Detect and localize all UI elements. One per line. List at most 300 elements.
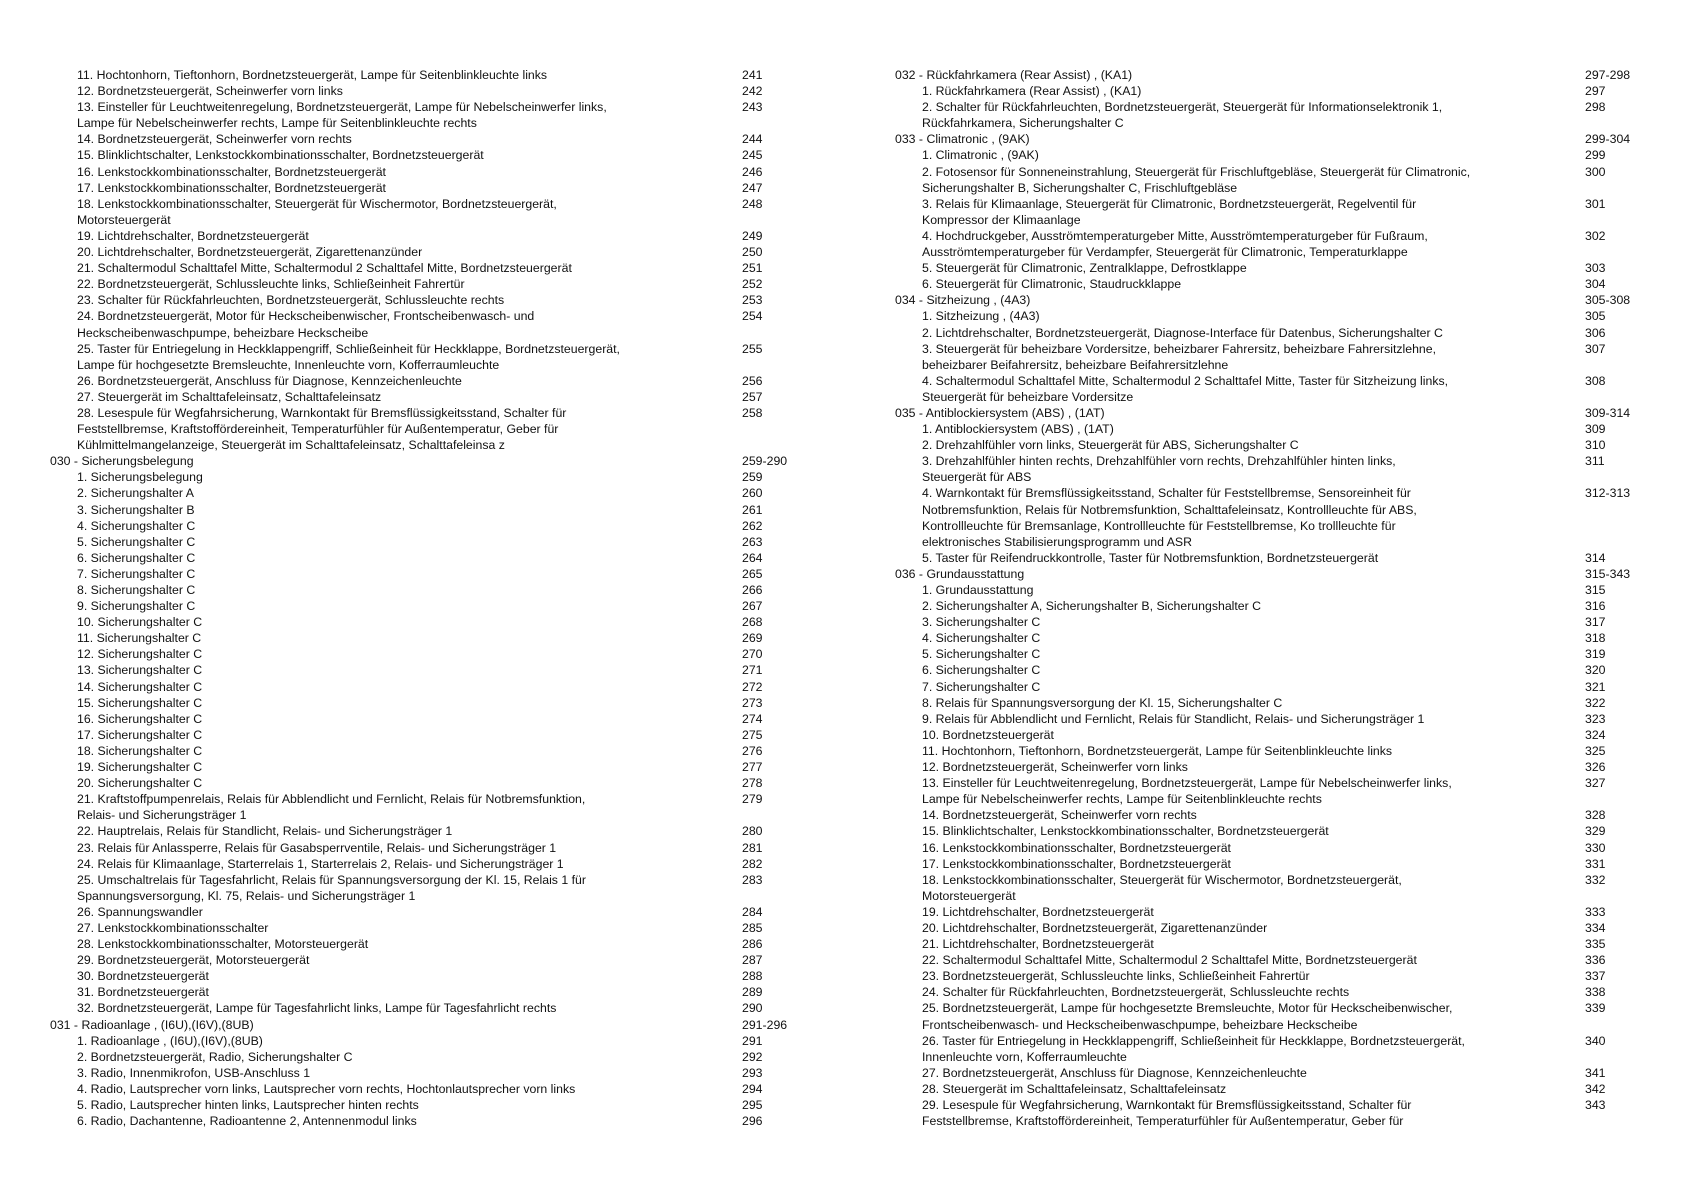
toc-entry-text: Relais- und Sicherungsträger 1 [77, 808, 247, 823]
toc-entry-text: 8. Relais für Spannungsversorgung der Kl. 15, Sicherungshalter C [922, 695, 1283, 710]
toc-entry [895, 1065, 1640, 1081]
toc-entry [50, 99, 800, 115]
toc-entry [50, 630, 800, 646]
toc-page-number: 259-290 [742, 454, 788, 469]
toc-entry-text: 5. Sicherungshalter C [77, 534, 196, 549]
toc-entry-text: 5. Taster für Reifendruckkontrolle, Taster für Notbremsfunktion, Bordnetzsteuergerät [922, 550, 1379, 565]
toc-entry-text: 5. Steuergerät für Climatronic, Zentralklappe, Defrostklappe [922, 261, 1247, 276]
toc-entry-text: 28. Lenkstockkombinationsschalter, Motorsteuergerät [77, 937, 369, 952]
toc-entry [50, 984, 800, 1000]
toc-entry-text: 5. Radio, Lautsprecher hinten links, Lautsprecher hinten rechts [77, 1098, 419, 1112]
toc-page-number: 305-308 [1585, 293, 1631, 308]
toc-entry-text: Motorsteuergerät [922, 888, 1016, 903]
toc-page-number: 278 [742, 776, 763, 791]
toc-entry [50, 711, 800, 727]
toc-entry [895, 695, 1640, 711]
toc-page-number: 338 [1585, 985, 1606, 1000]
toc-page-number: 314 [1585, 550, 1606, 565]
toc-page-number: 248 [742, 196, 763, 211]
toc-page-number: 291-296 [742, 1017, 788, 1032]
toc-page-number: 317 [1585, 615, 1606, 630]
toc-entry-text: 21. Lichtdrehschalter, Bordnetzsteuergerät [922, 937, 1154, 952]
toc-page-number: 267 [742, 599, 763, 614]
toc-entry-text: 13. Sicherungshalter C [77, 663, 203, 678]
toc-entry-text: Innenleuchte vorn, Kofferraumleuchte [922, 1049, 1127, 1064]
toc-page-number: 249 [742, 228, 763, 243]
toc-entry-text: Kühlmittelmangelanzeige, Steuergerät im Schalttafeleinsatz, Schalttafeleinsa z [77, 438, 505, 453]
toc-entry [895, 646, 1640, 662]
toc-entry-text: 030 - Sicherungsbelegung [50, 454, 194, 469]
toc-entry [895, 341, 1640, 357]
toc-entry [895, 936, 1640, 952]
toc-entry [50, 614, 800, 630]
toc-page-number: 282 [742, 856, 763, 871]
toc-entry [50, 791, 800, 807]
toc-entry [50, 421, 800, 437]
toc-page-number: 328 [1585, 808, 1606, 823]
toc-entry-text: 15. Blinklichtschalter, Lenkstockkombinationsschalter, Bordnetzsteuergerät [922, 824, 1329, 839]
toc-page-number: 337 [1585, 969, 1606, 984]
toc-entry [895, 147, 1640, 163]
toc-page-number: 258 [742, 405, 763, 420]
toc-entry [895, 518, 1640, 534]
toc-entry [895, 856, 1640, 872]
toc-entry [50, 1033, 800, 1049]
toc-entry [50, 840, 800, 856]
toc-page-number: 256 [742, 373, 763, 388]
toc-entry-text: 29. Lesespule für Wegfahrsicherung, Warnkontakt für Bremsflüssigkeitsstand, Schalter für [922, 1098, 1412, 1112]
toc-entry [895, 83, 1640, 99]
toc-entry-text: 4. Sicherungshalter C [922, 631, 1041, 646]
toc-page-number: 242 [742, 84, 763, 99]
toc-page-number: 259 [742, 470, 763, 485]
toc-page-number: 255 [742, 341, 763, 356]
toc-entry [895, 212, 1640, 228]
toc-entry [50, 598, 800, 614]
toc-entry [50, 1000, 800, 1016]
toc-page-number: 274 [742, 711, 763, 726]
toc-page-number: 276 [742, 743, 763, 758]
toc-page-number: 263 [742, 534, 763, 549]
toc-entry-text: 19. Sicherungshalter C [77, 760, 203, 775]
toc-entry [895, 807, 1640, 823]
toc-entry [50, 823, 800, 839]
toc-entry [895, 614, 1640, 630]
toc-page-number: 262 [742, 518, 763, 533]
toc-page-number: 304 [1585, 277, 1606, 292]
toc-page-number: 270 [742, 647, 763, 662]
toc-page-number: 297 [1585, 84, 1606, 99]
toc-entry [895, 196, 1640, 212]
toc-entry-text: 19. Lichtdrehschalter, Bordnetzsteuergerät [77, 228, 309, 243]
toc-entry [895, 759, 1640, 775]
toc-entry [895, 968, 1640, 984]
toc-page-number: 343 [1585, 1098, 1606, 1112]
toc-page-number: 334 [1585, 920, 1606, 935]
toc-entry [895, 872, 1640, 888]
toc-page-number: 296 [742, 1114, 763, 1129]
toc-entry-text: 19. Lichtdrehschalter, Bordnetzsteuergerät [922, 904, 1154, 919]
toc-entry [50, 1049, 800, 1065]
toc-section-heading [895, 405, 1640, 421]
toc-entry-text: 13. Einsteller für Leuchtweitenregelung, Bordnetzsteuergerät, Lampe für Nebelscheinwerfer links, [922, 776, 1452, 791]
toc-entry-text: 12. Bordnetzsteuergerät, Scheinwerfer vorn links [77, 84, 343, 99]
toc-entry-text: 7. Sicherungshalter C [922, 679, 1041, 694]
toc-page-number: 288 [742, 969, 763, 984]
toc-entry [895, 904, 1640, 920]
toc-left-column [50, 67, 800, 1129]
toc-page-number: 305 [1585, 309, 1606, 324]
toc-entry-text: 9. Relais für Abblendlicht und Fernlicht, Relais für Standlicht, Relais- und Sicherungsträger 1 [922, 711, 1425, 726]
toc-entry-text: 2. Fotosensor für Sonneneinstrahlung, Steuergerät für Frischluftgebläse, Steuergerät für Climatronic, [922, 164, 1471, 179]
toc-page-number: 284 [742, 904, 763, 919]
toc-entry [50, 373, 800, 389]
toc-entry-text: 3. Drehzahlfühler hinten rechts, Drehzahlfühler vorn rechts, Drehzahlfühler hinten links, [922, 454, 1396, 469]
toc-entry-text: 3. Steuergerät für beheizbare Vordersitze, beheizbarer Fahrersitz, beheizbare Fahrersitzlehne, [922, 341, 1437, 356]
toc-entry [50, 743, 800, 759]
toc-entry [50, 212, 800, 228]
toc-entry-text: 26. Taster für Entriegelung in Heckklappengriff, Schließeinheit für Heckklappe, Bordnetzsteuergerät, [922, 1033, 1465, 1048]
toc-entry-text: 1. Sicherungsbelegung [77, 470, 203, 485]
toc-entry [50, 888, 800, 904]
toc-page-number: 325 [1585, 743, 1606, 758]
toc-entry-text: 3. Radio, Innenmikrofon, USB-Anschluss 1 [77, 1065, 311, 1080]
toc-entry [50, 83, 800, 99]
toc-entry-text: 16. Sicherungshalter C [77, 711, 203, 726]
toc-page-number: 269 [742, 631, 763, 646]
toc-page-number: 246 [742, 164, 763, 179]
toc-entry-text: 4. Schaltermodul Schalttafel Mitte, Schaltermodul 2 Schalttafel Mitte, Taster für Sitzheizung links, [922, 373, 1449, 388]
toc-page-number: 302 [1585, 228, 1606, 243]
toc-entry [50, 341, 800, 357]
toc-entry [895, 952, 1640, 968]
toc-page-number: 323 [1585, 711, 1606, 726]
toc-entry [895, 920, 1640, 936]
toc-page-number: 326 [1585, 760, 1606, 775]
toc-section-heading [895, 566, 1640, 582]
toc-entry-text: 26. Bordnetzsteuergerät, Anschluss für Diagnose, Kennzeichenleuchte [77, 373, 462, 388]
toc-page-number: 268 [742, 615, 763, 630]
toc-entry [895, 823, 1640, 839]
toc-entry-text: 25. Bordnetzsteuergerät, Lampe für hochgesetzte Bremsleuchte, Motor für Heckscheibenwischer, [922, 1001, 1453, 1016]
toc-page-number: 320 [1585, 663, 1606, 678]
toc-entry-text: 1. Rückfahrkamera (Rear Assist) , (KA1) [922, 84, 1142, 99]
toc-entry-text: 3. Sicherungshalter C [922, 615, 1041, 630]
toc-page-number: 303 [1585, 261, 1606, 276]
toc-entry [895, 711, 1640, 727]
toc-page-number: 342 [1585, 1081, 1606, 1096]
toc-entry-text: 9. Sicherungshalter C [77, 599, 196, 614]
toc-entry [895, 228, 1640, 244]
toc-entry-text: Kontrollleuchte für Bremsanlage, Kontrollleuchte für Feststellbremse, Ko trollleuchte für [922, 518, 1396, 533]
toc-page-number: 250 [742, 245, 763, 260]
toc-entry-text: Notbremsfunktion, Relais für Notbremsfunktion, Schalttafeleinsatz, Kontrollleuchte für ABS, [922, 502, 1417, 517]
toc-page-number: 306 [1585, 325, 1606, 340]
toc-entry [50, 260, 800, 276]
toc-entry [895, 373, 1640, 389]
toc-entry [50, 196, 800, 212]
toc-entry-text: 6. Steuergerät für Climatronic, Staudruckklappe [922, 277, 1182, 292]
toc-entry-text: 27. Lenkstockkombinationsschalter [77, 920, 269, 935]
toc-entry-text: 15. Sicherungshalter C [77, 695, 203, 710]
toc-entry [895, 630, 1640, 646]
toc-entry-text: 7. Sicherungshalter C [77, 566, 196, 581]
toc-entry [50, 856, 800, 872]
toc-page-number: 294 [742, 1081, 763, 1096]
toc-entry-text: 28. Lesespule für Wegfahrsicherung, Warnkontakt für Bremsflüssigkeitsstand, Schalter für [77, 405, 567, 420]
toc-entry-text: 31. Bordnetzsteuergerät [77, 985, 209, 1000]
toc-entry-text: 18. Lenkstockkombinationsschalter, Steuergerät für Wischermotor, Bordnetzsteuergerät, [922, 872, 1402, 887]
toc-entry [895, 325, 1640, 341]
toc-entry-text: 24. Bordnetzsteuergerät, Motor für Heckscheibenwischer, Frontscheibenwasch- und [77, 309, 535, 324]
toc-page-number: 311 [1585, 454, 1605, 469]
toc-page-number: 257 [742, 389, 763, 404]
toc-entry [50, 131, 800, 147]
toc-entry [895, 1000, 1640, 1016]
toc-entry-text: 21. Kraftstoffpumpenrelais, Relais für Abblendlicht und Fernlicht, Relais für Notbremsfunktion, [77, 792, 586, 807]
toc-page-number: 301 [1585, 196, 1606, 211]
toc-page-number: 295 [742, 1098, 763, 1112]
toc-entry-text: 6. Sicherungshalter C [77, 550, 196, 565]
toc-page-number: 341 [1585, 1065, 1606, 1080]
toc-page-number: 332 [1585, 872, 1606, 887]
toc-page-number: 261 [742, 502, 763, 517]
toc-entry [50, 325, 800, 341]
toc-page-number: 273 [742, 695, 763, 710]
toc-entry [895, 1049, 1640, 1065]
toc-page-number: 309-314 [1585, 405, 1631, 420]
toc-section-heading [895, 292, 1640, 308]
toc-entry [50, 872, 800, 888]
toc-entry-text: beheizbarer Beifahrersitz, beheizbare Beifahrersitzlehne [922, 357, 1229, 372]
toc-entry [50, 646, 800, 662]
toc-entry [895, 180, 1640, 196]
toc-entry-text: Steuergerät für ABS [922, 470, 1032, 485]
toc-page-number: 285 [742, 920, 763, 935]
toc-entry-text: 23. Relais für Anlassperre, Relais für Gasabsperrventile, Relais- und Sicherungsträger 1 [77, 840, 557, 855]
toc-entry-text: 18. Lenkstockkombinationsschalter, Steuergerät für Wischermotor, Bordnetzsteuergerät, [77, 196, 557, 211]
toc-entry-text: 3. Relais für Klimaanlage, Steuergerät für Climatronic, Bordnetzsteuergerät, Regelventil für [922, 196, 1417, 211]
toc-page-number: 321 [1585, 679, 1606, 694]
toc-page-number: 272 [742, 679, 763, 694]
toc-entry [895, 534, 1640, 550]
toc-entry [50, 502, 800, 518]
toc-page-number: 264 [742, 550, 763, 565]
toc-page-number: 244 [742, 132, 763, 147]
toc-entry-text: 25. Taster für Entriegelung in Heckklappengriff, Schließeinheit für Heckklappe, Bordnetzsteuergerät, [77, 341, 620, 356]
toc-page-number: 265 [742, 566, 763, 581]
toc-page-number: 299 [1585, 148, 1606, 163]
toc-entry-text: 20. Lichtdrehschalter, Bordnetzsteuergerät, Zigarettenanzünder [922, 920, 1268, 935]
toc-entry-text: 3. Sicherungshalter B [77, 502, 195, 517]
toc-page-number: 329 [1585, 824, 1606, 839]
toc-entry-text: 8. Sicherungshalter C [77, 583, 196, 597]
toc-page-number: 331 [1585, 856, 1606, 871]
toc-entry-text: 17. Lenkstockkombinationsschalter, Bordnetzsteuergerät [77, 180, 386, 195]
toc-entry-text: 4. Hochdruckgeber, Ausströmtemperaturgeber Mitte, Ausströmtemperaturgeber für Fußraum, [922, 228, 1428, 243]
toc-entry-text: 12. Bordnetzsteuergerät, Scheinwerfer vorn links [922, 760, 1188, 775]
toc-entry [895, 260, 1640, 276]
toc-page-number: 243 [742, 100, 763, 115]
toc-entry [895, 437, 1640, 453]
toc-entry-text: 22. Hauptrelais, Relais für Standlicht, Relais- und Sicherungsträger 1 [77, 824, 453, 839]
toc-entry-text: Lampe für hochgesetzte Bremsleuchte, Innenleuchte vorn, Kofferraumleuchte [77, 357, 500, 372]
toc-entry-text: elektronisches Stabilisierungsprogramm und ASR [922, 534, 1192, 549]
toc-page-number: 315-343 [1585, 566, 1631, 581]
toc-entry-text: Kompressor der Klimaanlage [922, 212, 1081, 227]
toc-page-number: 324 [1585, 727, 1606, 742]
toc-entry-text: 13. Einsteller für Leuchtweitenregelung, Bordnetzsteuergerät, Lampe für Nebelscheinwerfer links, [77, 100, 607, 115]
toc-entry [50, 147, 800, 163]
toc-entry [50, 759, 800, 775]
toc-entry [50, 115, 800, 131]
toc-entry-text: 22. Schaltermodul Schalttafel Mitte, Schaltermodul 2 Schalttafel Mitte, Bordnetzsteuergerät [922, 953, 1417, 968]
toc-entry-text: Feststellbremse, Kraftstoffördereinheit, Temperaturfühler für Außentemperatur, Geber für [77, 422, 559, 437]
toc-page-number: 279 [742, 792, 763, 807]
toc-entry-text: 2. Sicherungshalter A [77, 486, 194, 501]
toc-page-number: 327 [1585, 776, 1606, 791]
toc-entry-text: 10. Sicherungshalter C [77, 615, 203, 630]
toc-page-number: 299-304 [1585, 132, 1631, 147]
toc-entry [895, 727, 1640, 743]
toc-entry-text: 6. Sicherungshalter C [922, 663, 1041, 678]
toc-entry-text: Spannungsversorgung, Kl. 75, Relais- und Sicherungsträger 1 [77, 888, 416, 903]
toc-section-heading [895, 131, 1640, 147]
toc-entry-text: Lampe für Nebelscheinwerfer rechts, Lampe für Seitenblinkleuchte rechts [77, 116, 477, 131]
toc-entry-text: 14. Bordnetzsteuergerät, Scheinwerfer vorn rechts [922, 808, 1197, 823]
toc-entry [50, 437, 800, 453]
toc-entry-text: 17. Sicherungshalter C [77, 727, 203, 742]
toc-entry-text: 1. Antiblockiersystem (ABS) , (1AT) [922, 422, 1114, 437]
toc-page-number: 251 [742, 261, 763, 276]
toc-entry-text: 14. Bordnetzsteuergerät, Scheinwerfer vorn rechts [77, 132, 352, 147]
toc-entry-text: 4. Warnkontakt für Bremsflüssigkeitsstand, Schalter für Feststellbremse, Sensoreinheit für [922, 486, 1411, 501]
toc-section-heading [50, 453, 800, 469]
toc-entry [895, 984, 1640, 1000]
toc-entry [50, 582, 800, 598]
toc-entry [50, 679, 800, 695]
toc-entry-text: 11. Hochtonhorn, Tieftonhorn, Bordnetzsteuergerät, Lampe für Seitenblinkleuchte links [922, 743, 1393, 758]
toc-entry [895, 791, 1640, 807]
toc-entry-text: Feststellbremse, Kraftstoffördereinheit, Temperaturfühler für Außentemperatur, Geber für [922, 1114, 1404, 1129]
toc-entry-text: 21. Schaltermodul Schalttafel Mitte, Schaltermodul 2 Schalttafel Mitte, Bordnetzsteuergerät [77, 261, 572, 276]
toc-entry [895, 308, 1640, 324]
toc-page-number: 300 [1585, 164, 1606, 179]
toc-page-number: 330 [1585, 840, 1606, 855]
toc-page-number: 252 [742, 277, 763, 292]
toc-page-number: 318 [1585, 631, 1606, 646]
toc-entry-text: Frontscheibenwasch- und Heckscheibenwaschpumpe, beheizbare Heckscheibe [922, 1017, 1358, 1032]
toc-entry-text: 20. Lichtdrehschalter, Bordnetzsteuergerät, Zigarettenanzünder [77, 245, 423, 260]
toc-entry [895, 357, 1640, 373]
toc-entry-text: Rückfahrkamera, Sicherungshalter C [922, 116, 1124, 131]
toc-page-number: 312-313 [1585, 486, 1631, 501]
toc-entry-text: 23. Schalter für Rückfahrleuchten, Bordnetzsteuergerät, Schlussleuchte rechts [77, 293, 505, 308]
toc-entry [895, 502, 1640, 518]
toc-entry-text: 4. Sicherungshalter C [77, 518, 196, 533]
toc-entry-text: Lampe für Nebelscheinwerfer rechts, Lampe für Seitenblinkleuchte rechts [922, 792, 1322, 807]
toc-entry [50, 292, 800, 308]
toc-page-number: 335 [1585, 937, 1606, 952]
toc-entry [50, 662, 800, 678]
toc-entry-text: Heckscheibenwaschpumpe, beheizbare Heckscheibe [77, 325, 369, 340]
toc-entry-text: 031 - Radioanlage , (I6U),(I6V),(8UB) [50, 1017, 254, 1032]
toc-page-number: 309 [1585, 422, 1606, 437]
toc-page-number: 287 [742, 953, 763, 968]
toc-entry [50, 968, 800, 984]
toc-page-number: 291 [742, 1033, 763, 1048]
toc-page-number: 289 [742, 985, 763, 1000]
toc-entry [50, 1097, 800, 1113]
toc-entry [50, 1065, 800, 1081]
toc-entry [50, 566, 800, 582]
toc-entry-text: 2. Schalter für Rückfahrleuchten, Bordnetzsteuergerät, Steuergerät für Informationselektronik 1, [922, 100, 1443, 115]
toc-entry-text: 30. Bordnetzsteuergerät [77, 969, 209, 984]
toc-entry-text: 1. Sitzheizung , (4A3) [922, 309, 1040, 324]
toc-entry-text: 4. Radio, Lautsprecher vorn links, Lautsprecher vorn rechts, Hochtonlautsprecher vorn links [77, 1081, 576, 1096]
toc-page-number: 283 [742, 872, 763, 887]
toc-entry [895, 550, 1640, 566]
toc-entry-text: 32. Bordnetzsteuergerät, Lampe für Tagesfahrlicht links, Lampe für Tagesfahrlicht rechts [77, 1001, 557, 1016]
toc-entry-text: 16. Lenkstockkombinationsschalter, Bordnetzsteuergerät [922, 840, 1231, 855]
toc-entry-text: 2. Drehzahlfühler vorn links, Steuergerät für ABS, Sicherungshalter C [922, 438, 1299, 453]
toc-entry-text: 16. Lenkstockkombinationsschalter, Bordnetzsteuergerät [77, 164, 386, 179]
toc-entry [895, 453, 1640, 469]
toc-entry [50, 357, 800, 373]
toc-entry [895, 743, 1640, 759]
toc-entry [895, 1081, 1640, 1097]
toc-page-number: 339 [1585, 1001, 1606, 1016]
toc-entry-text: 11. Sicherungshalter C [77, 631, 202, 646]
toc-page-number: 271 [742, 663, 763, 678]
toc-entry-text: 26. Spannungswandler [77, 904, 203, 919]
toc-page-number: 280 [742, 824, 763, 839]
toc-page-number: 241 [742, 68, 763, 82]
toc-entry [50, 276, 800, 292]
toc-entry [50, 244, 800, 260]
toc-page-number: 290 [742, 1001, 763, 1016]
toc-page-number: 336 [1585, 953, 1606, 968]
toc-page-number: 293 [742, 1065, 763, 1080]
toc-page-number: 253 [742, 293, 763, 308]
toc-page-number: 333 [1585, 904, 1606, 919]
toc-entry [50, 695, 800, 711]
toc-entry [50, 180, 800, 196]
toc-entry [50, 534, 800, 550]
toc-page-number: 292 [742, 1049, 763, 1064]
toc-entry-text: 27. Steuergerät im Schalttafeleinsatz, Schalttafeleinsatz [77, 389, 382, 404]
toc-entry-text: 033 - Climatronic , (9AK) [895, 132, 1030, 147]
toc-page-number: 319 [1585, 647, 1606, 662]
toc-entry [895, 99, 1640, 115]
toc-entry-text: 29. Bordnetzsteuergerät, Motorsteuergerät [77, 953, 310, 968]
toc-entry [50, 485, 800, 501]
toc-entry [895, 582, 1640, 598]
toc-entry [50, 936, 800, 952]
toc-page-number: 310 [1585, 438, 1606, 453]
toc-page-number: 277 [742, 760, 763, 775]
toc-entry-text: 27. Bordnetzsteuergerät, Anschluss für Diagnose, Kennzeichenleuchte [922, 1065, 1307, 1080]
toc-page-number: 316 [1585, 599, 1606, 614]
toc-entry-text: 5. Sicherungshalter C [922, 647, 1041, 662]
toc-entry-text: 6. Radio, Dachantenne, Radioantenne 2, Antennenmodul links [77, 1114, 417, 1129]
toc-entry-text: 24. Schalter für Rückfahrleuchten, Bordnetzsteuergerät, Schlussleuchte rechts [922, 985, 1350, 1000]
toc-entry-text: 2. Lichtdrehschalter, Bordnetzsteuergerät, Diagnose-Interface für Datenbus, Sicherungshalter C [922, 325, 1443, 340]
toc-entry [50, 952, 800, 968]
toc-entry-text: 035 - Antiblockiersystem (ABS) , (1AT) [895, 405, 1105, 420]
toc-entry-text: 032 - Rückfahrkamera (Rear Assist) , (KA1) [895, 68, 1133, 82]
toc-entry-text: Sicherungshalter B, Sicherungshalter C, Frischluftgebläse [922, 180, 1238, 195]
